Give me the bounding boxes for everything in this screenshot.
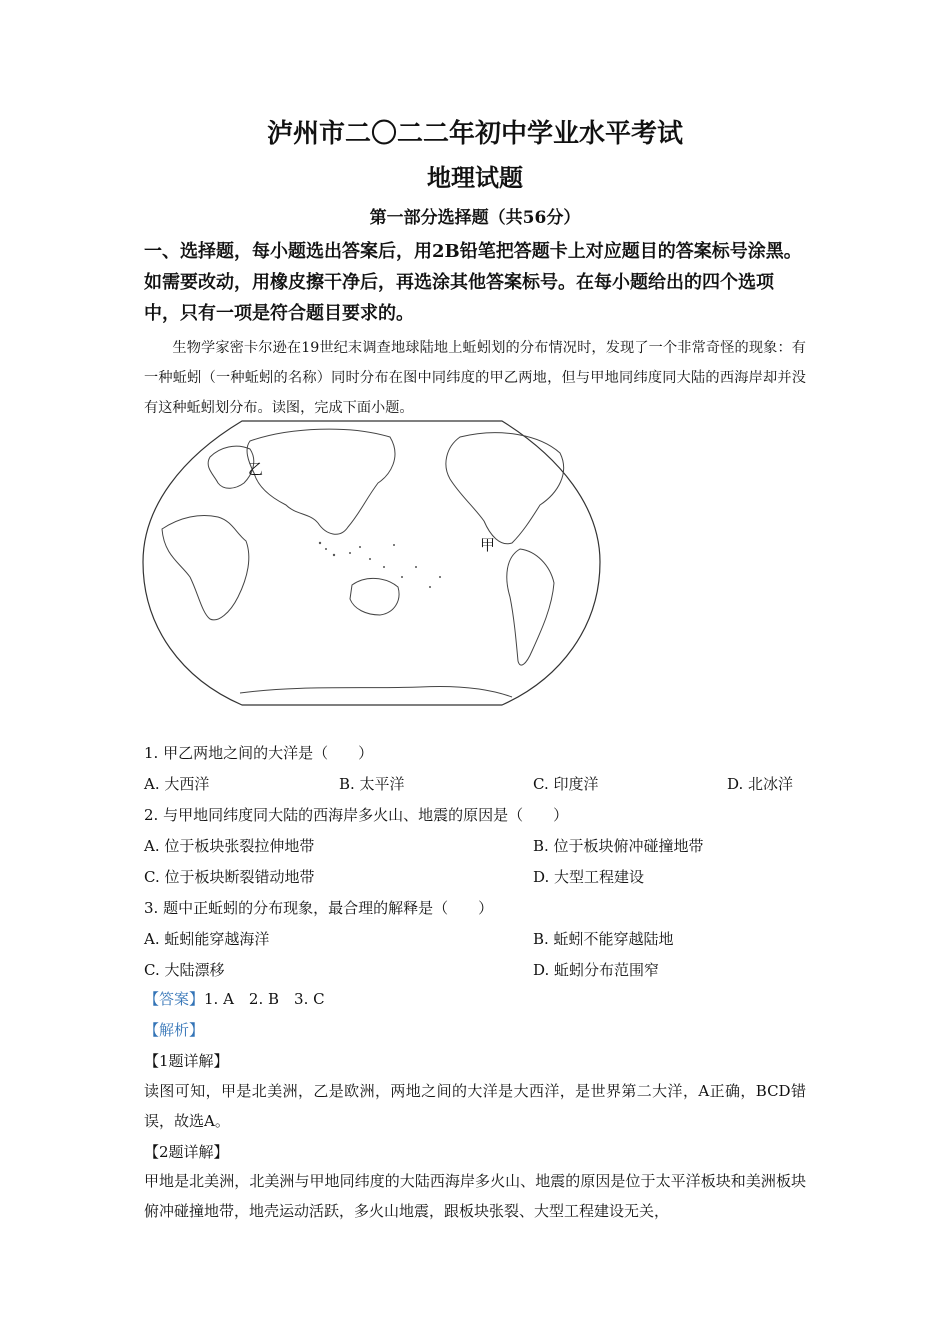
exam-title: 泸州市二〇二二年初中学业水平考试	[266, 119, 683, 149]
q1-option-d: D. 北冰洋	[727, 775, 794, 793]
detail-2-heading: 【2题详解】	[144, 1143, 229, 1161]
map-label-jia: 甲	[480, 536, 496, 554]
q3-option-d: D. 蚯蚓分布范围窄	[533, 961, 660, 979]
q2-option-c: C. 位于板块断裂错动地带	[144, 868, 315, 886]
q2-option-b: B. 位于板块俯冲碰撞地带	[533, 837, 704, 855]
africa-outline	[162, 516, 249, 620]
answer-tag: 【答案】	[144, 990, 205, 1008]
answer-line	[144, 988, 325, 1009]
subject-title: 地理试题	[427, 163, 523, 192]
question-2-stem: 2. 与甲地同纬度同大陆的西海岸多火山、地震的原因是（ ）	[144, 806, 569, 824]
answer-text: 1. A 2. B 3. C	[204, 990, 325, 1008]
north-america-outline	[446, 433, 564, 544]
south-america-outline	[507, 549, 554, 665]
australia-outline	[350, 578, 399, 615]
question-3-stem: 3. 题中正蚯蚓的分布现象，最合理的解释是（ ）	[144, 899, 494, 917]
part-title: 第一部分选择题（共56分）	[369, 208, 581, 228]
antarctica-outline	[240, 686, 512, 697]
section-instructions: 一、选择题，每小题选出答案后，用2B铅笔把答题卡上对应题目的答案标号涂黑。如需要改动，用橡皮擦干净后，再选涂其他答案标号。在每小题给出的四个选项中，只有一项是符合题目要求的。	[144, 241, 802, 324]
q3-option-c: C. 大陆漂移	[144, 961, 225, 979]
question-1-stem: 1. 甲乙两地之间的大洋是（ ）	[144, 744, 374, 762]
map-label-yi: 乙	[248, 460, 264, 478]
question-intro: 生物学家密卡尔逊在19世纪末调查地球陆地上蚯蚓划的分布情况时，发现了一个非常奇怪的现象：有一种蚯蚓（一种蚯蚓的名称）同时分布在图中同纬度的甲乙两地，但与甲地同纬度同大陆的西海岸却并没有这种蚯蚓划分布。读图，完成下面小题。	[144, 340, 806, 416]
map-frame	[143, 421, 600, 705]
analysis-tag: 【解析】	[144, 1021, 205, 1039]
q1-option-a: A. 大西洋	[144, 775, 210, 793]
q3-option-a: A. 蚯蚓能穿越海洋	[144, 930, 270, 948]
detail-1-text: 读图可知，甲是北美洲，乙是欧洲，两地之间的大洋是大西洋，是世界第二大洋，A正确，BCD错误，故选A。	[144, 1082, 806, 1130]
q2-option-d: D. 大型工程建设	[533, 868, 645, 886]
asia-outline	[247, 429, 395, 534]
q1-option-b: B. 太平洋	[339, 775, 405, 793]
detail-1-heading: 【1题详解】	[144, 1052, 229, 1070]
world-map	[140, 417, 602, 709]
pacific-islands	[319, 542, 441, 588]
q3-option-b: B. 蚯蚓不能穿越陆地	[533, 930, 674, 948]
detail-2-text: 甲地是北美洲，北美洲与甲地同纬度的大陆西海岸多火山、地震的原因是位于太平洋板块和美洲板块俯冲碰撞地带，地壳运动活跃，多火山地震，跟板块张裂、大型工程建设无关，	[144, 1172, 806, 1220]
q1-option-c: C. 印度洋	[533, 775, 599, 793]
q2-option-a: A. 位于板块张裂拉伸地带	[144, 837, 315, 855]
